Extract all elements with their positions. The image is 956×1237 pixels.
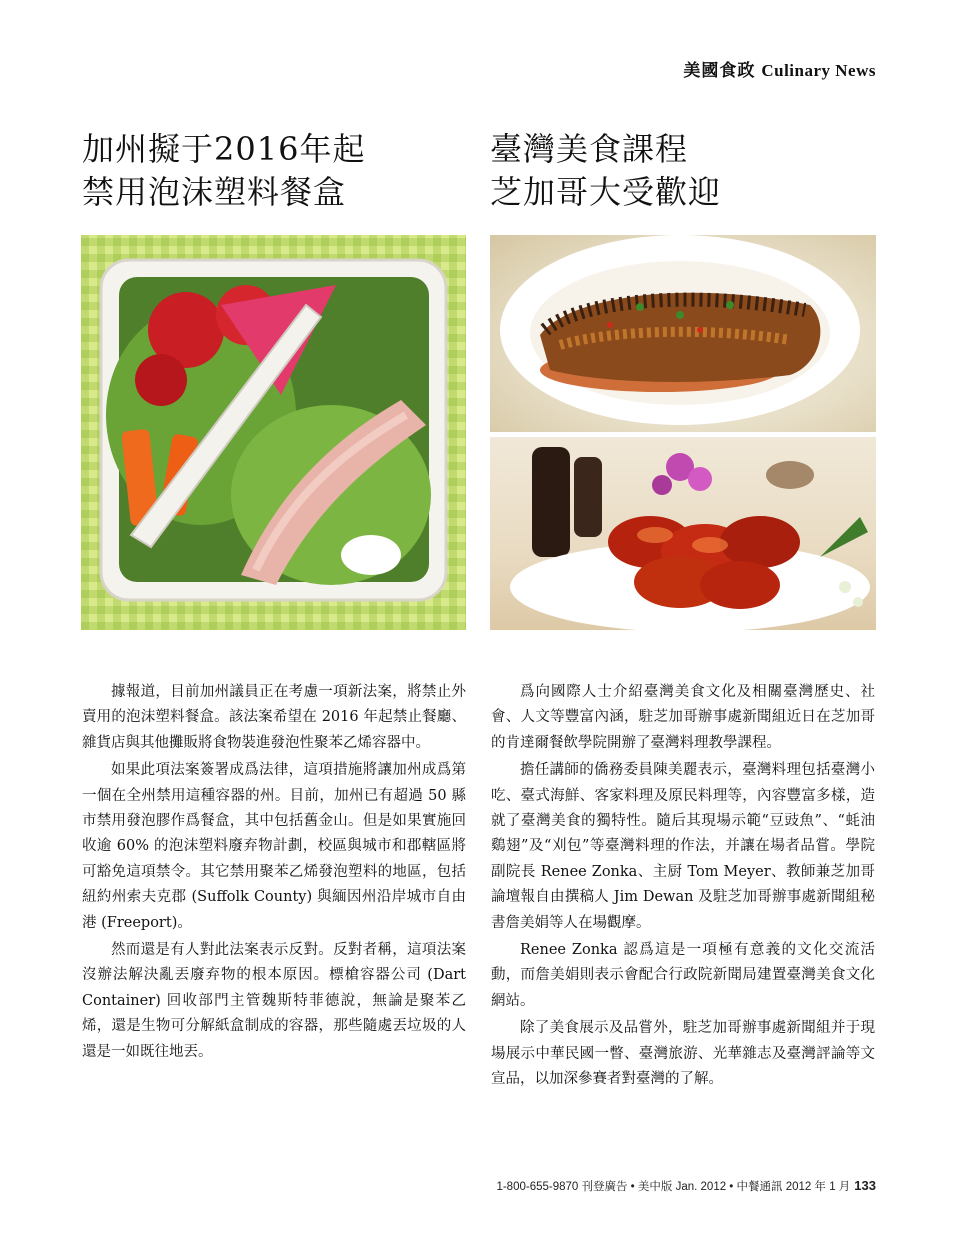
paragraph: 除了美食展示及品嘗外，駐芝加哥辦事處新聞組并于現場展示中華民國一瞥、臺灣旅游、光華雜志及臺灣評論等文宣品，以加深參賽者對臺灣的了解。 [491, 1020, 875, 1088]
headline-right [490, 128, 721, 214]
page-number: 133 [854, 1178, 876, 1193]
article-right-body [491, 680, 875, 1095]
headline-right-line2: 芝加哥大受歡迎 [490, 173, 722, 211]
wings-plate-illustration [490, 437, 876, 630]
paragraph: 爲向國際人士介紹臺灣美食文化及相關臺灣歷史、社會、人文等豐富內涵，駐芝加哥辦事處新聞組近日在芝加哥的肯達爾餐飲學院開辦了臺灣料理教學課程。 [491, 684, 875, 751]
headline-left-line2: 禁用泡沫塑料餐盒 [82, 173, 347, 211]
headline-right-line1: 臺灣美食課程 [490, 130, 689, 168]
paragraph: 據報道，目前加州議員正在考慮一項新法案，將禁止外賣用的泡沫塑料餐盒。該法案希望在 2016 年起禁止餐廳、雜貨店與其他攤販將食物裝進發泡性聚苯乙烯容器中。 [82, 684, 466, 751]
fish-plate-illustration [490, 235, 876, 432]
salad-box-photo [81, 235, 466, 630]
paragraph: 如果此項法案簽署成爲法律，這項措施將讓加州成爲第一個在全州禁用這種容器的州。目前，加州已有超過 50 縣市禁用發泡膠作爲餐盒，其中包括舊金山。但是如果實施回收逾 60% 的泡沫塑料廢弃物計劃，校區與城市和郡轄區將可豁免這項禁令。其它禁用聚苯乙烯發泡塑料的地區，包括紐約州索夫克郡 (Suffolk County) 與緬因州沿岸城市自由港 (Freeport)。 [82, 762, 466, 931]
section-title-en: Culinary News [761, 61, 876, 80]
oyster-sauce-wings-photo [490, 437, 876, 630]
salad-box-illustration [81, 235, 466, 630]
footer-text: 1-800-655-9870 刊登廣告 • 美中版 Jan. 2012 • 中餐通訊 2012 年 1 月 [496, 1181, 851, 1193]
braised-fish-photo [490, 235, 876, 432]
page-footer [496, 1178, 876, 1194]
paragraph: 然而還是有人對此法案表示反對。反對者稱，這項法案沒辦法解決亂丟廢弃物的根本原因。標槍容器公司 (Dart Container) 回收部門主管魏斯特菲德說，無論是聚苯乙烯，還是生物可分解紙盒制成的容器，那些隨處丟垃圾的人還是一如既往地丟。 [82, 942, 466, 1060]
paragraph: 擔任講師的僑務委員陳美麗表示，臺灣料理包括臺灣小吃、臺式海鮮、客家料理及原民料理等，內容豐富多樣，造就了臺灣美食的獨特性。隨后其現場示範“豆豉魚”、“蚝油鷄翅”及“刈包”等臺灣料理的作法，并讓在場者品嘗。學院副院長 Renee Zonka、主厨 Tom Meyer、教師兼芝加哥論壇報自由撰稿人 Jim Dewan 及駐芝加哥辦事處新聞組秘書詹美娟等人在場觀摩。 [491, 762, 875, 931]
section-header [683, 56, 876, 81]
paragraph: Renee Zonka 認爲這是一項極有意義的文化交流活動，而詹美娟則表示會配合行政院新聞局建置臺灣美食文化網站。 [491, 942, 875, 1009]
headline-left [82, 128, 365, 214]
headline-left-line1: 加州擬于2016年起 [82, 130, 366, 168]
article-left-body [82, 680, 466, 1067]
section-title-cn: 美國食政 [683, 61, 756, 81]
